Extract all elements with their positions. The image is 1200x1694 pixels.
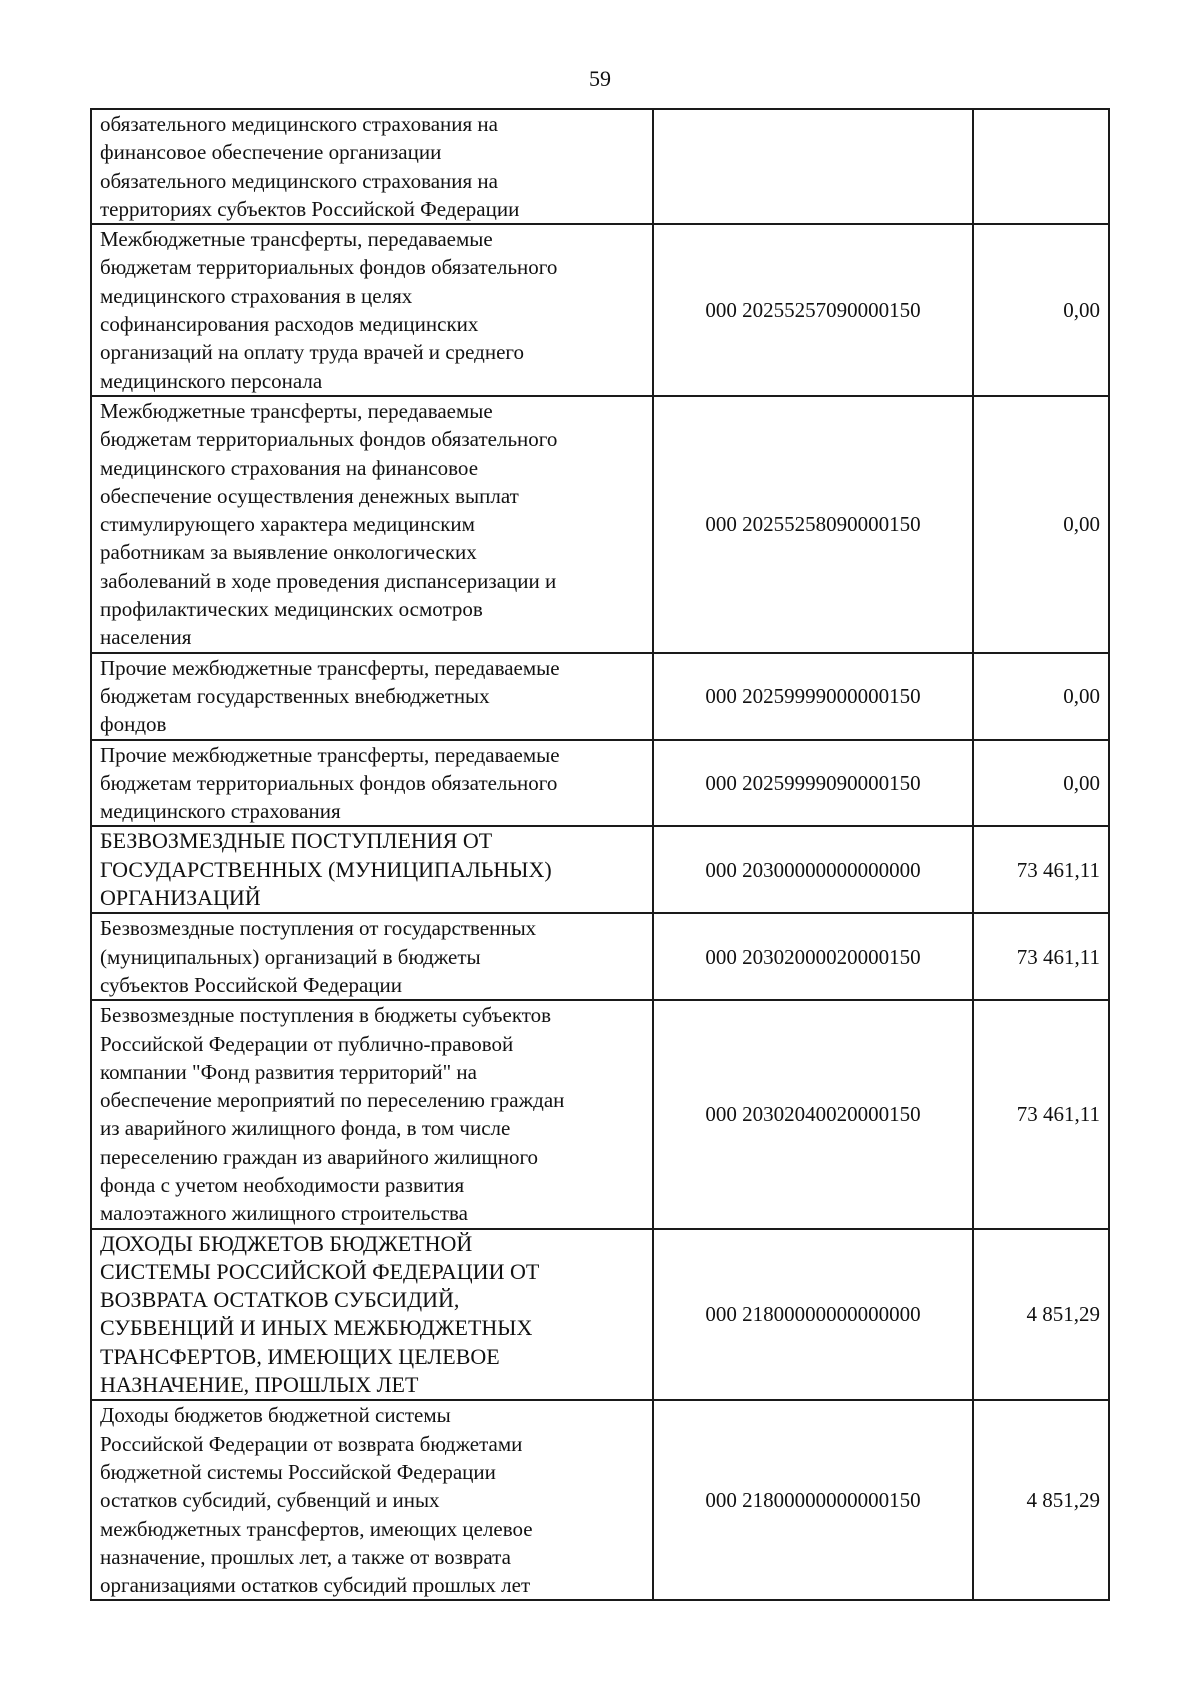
amount-cell xyxy=(973,109,1109,224)
revenue-name-line: заболеваний в ходе проведения диспансеризации и xyxy=(100,568,557,593)
revenue-name-cell xyxy=(91,224,653,396)
revenue-name-line: СИСТЕМЫ РОССИЙСКОЙ ФЕДЕРАЦИИ ОТ xyxy=(100,1258,540,1284)
revenue-name-line: Российской Федерации от публично-правовой xyxy=(100,1031,514,1056)
revenue-name-line: профилактических медицинских осмотров xyxy=(100,597,483,622)
revenue-name-line: ТРАНСФЕРТОВ, ИМЕЮЩИХ ЦЕЛЕВОЕ xyxy=(100,1343,500,1369)
budget-code-cell: 000 20255257090000150 xyxy=(653,224,973,396)
budget-code-cell: 000 20259999000000150 xyxy=(653,653,973,740)
table-row xyxy=(91,653,1109,740)
budget-code-cell xyxy=(653,109,973,224)
amount-cell: 0,00 xyxy=(973,224,1109,396)
revenue-name-line: стимулирующего характера медицинским xyxy=(100,512,475,537)
revenue-name-line: обеспечение мероприятий по переселению граждан xyxy=(100,1088,565,1113)
revenue-name-line: обязательного медицинского страхования на xyxy=(100,112,498,136)
revenue-name-line: ДОХОДЫ БЮДЖЕТОВ БЮДЖЕТНОЙ xyxy=(100,1230,473,1256)
revenue-name-cell xyxy=(91,740,653,827)
revenue-name-line: Межбюджетные трансферты, передаваемые xyxy=(100,398,493,423)
revenue-name-line: Безвозмездные поступления в бюджеты субъектов xyxy=(100,1003,552,1028)
revenue-name-line: Доходы бюджетов бюджетной системы xyxy=(100,1403,451,1428)
revenue-name-line: субъектов Российской Федерации xyxy=(100,972,403,997)
amount-cell: 4 851,29 xyxy=(973,1400,1109,1600)
revenue-name-line: бюджетной системы Российской Федерации xyxy=(100,1459,496,1484)
revenue-name-line: Прочие межбюджетные трансферты, передаваемые xyxy=(100,655,560,680)
table-row xyxy=(91,826,1109,913)
amount-cell: 73 461,11 xyxy=(973,913,1109,1000)
revenue-name-line: обеспечение осуществления денежных выплат xyxy=(100,483,519,508)
amount-cell: 73 461,11 xyxy=(973,1000,1109,1228)
amount-cell: 0,00 xyxy=(973,396,1109,653)
revenue-name-line: переселению граждан из аварийного жилищного xyxy=(100,1144,539,1169)
budget-code-cell: 000 20255258090000150 xyxy=(653,396,973,653)
revenue-name-cell xyxy=(91,109,653,224)
amount-cell: 0,00 xyxy=(973,653,1109,740)
revenue-name-line: бюджетам территориальных фондов обязательного xyxy=(100,427,558,452)
revenue-name-line: бюджетам территориальных фондов обязательного xyxy=(100,255,558,280)
revenue-name-cell xyxy=(91,913,653,1000)
revenue-name-cell xyxy=(91,396,653,653)
page-number: 59 xyxy=(589,66,611,91)
table-row xyxy=(91,396,1109,653)
revenue-name-line: назначение, прошлых лет, а также от возврата xyxy=(100,1544,511,1569)
table-row xyxy=(91,1229,1109,1401)
revenue-name-line: территориях субъектов Российской Федерации xyxy=(100,196,520,221)
amount-cell: 0,00 xyxy=(973,740,1109,827)
amount-cell: 73 461,11 xyxy=(973,826,1109,913)
revenue-name-cell xyxy=(91,653,653,740)
revenue-name-line: работникам за выявление онкологических xyxy=(100,540,477,565)
revenue-name-cell xyxy=(91,1400,653,1600)
revenue-name-line: ОРГАНИЗАЦИЙ xyxy=(100,885,261,911)
budget-code-cell: 000 20300000000000000 xyxy=(653,826,973,913)
budget-code-cell: 000 20259999090000150 xyxy=(653,740,973,827)
revenue-name-cell xyxy=(91,826,653,913)
revenue-name-line: Российской Федерации от возврата бюджетами xyxy=(100,1431,523,1456)
revenue-name-line: медицинского страхования в целях xyxy=(100,283,413,308)
revenue-name-line: БЕЗВОЗМЕЗДНЫЕ ПОСТУПЛЕНИЯ ОТ xyxy=(100,828,493,854)
revenue-name-line: финансовое обеспечение организации xyxy=(100,140,442,165)
revenue-name-line: межбюджетных трансфертов, имеющих целевое xyxy=(100,1516,533,1541)
revenue-name-line: ГОСУДАРСТВЕННЫХ (МУНИЦИПАЛЬНЫХ) xyxy=(100,856,552,882)
revenue-name-line: софинансирования расходов медицинских xyxy=(100,312,479,337)
revenue-name-line: из аварийного жилищного фонда, в том числе xyxy=(100,1116,511,1141)
table-row xyxy=(91,913,1109,1000)
table-row xyxy=(91,1000,1109,1228)
amount-cell: 4 851,29 xyxy=(973,1229,1109,1401)
budget-code-cell: 000 20302040020000150 xyxy=(653,1000,973,1228)
revenue-name-line: Безвозмездные поступления от государственных xyxy=(100,916,537,941)
revenue-name-line: Прочие межбюджетные трансферты, передаваемые xyxy=(100,742,560,767)
revenue-name-cell xyxy=(91,1229,653,1401)
revenue-name-line: организаций на оплату труда врачей и среднего xyxy=(100,340,524,365)
revenue-name-line: населения xyxy=(100,625,192,650)
table-row xyxy=(91,1400,1109,1600)
table-row xyxy=(91,740,1109,827)
budget-code-cell: 000 21800000000000150 xyxy=(653,1400,973,1600)
revenue-name-line: медицинского страхования на финансовое xyxy=(100,455,479,480)
revenue-name-line: остатков субсидий, субвенций и иных xyxy=(100,1488,440,1513)
revenue-name-line: (муниципальных) организаций в бюджеты xyxy=(100,944,481,969)
revenue-name-line: ВОЗВРАТА ОСТАТКОВ СУБСИДИЙ, xyxy=(100,1287,460,1313)
revenue-name-line: медицинского персонала xyxy=(100,368,323,393)
table-row xyxy=(91,109,1109,224)
revenue-name-line: Межбюджетные трансферты, передаваемые xyxy=(100,227,493,252)
revenue-name-line: малоэтажного жилищного строительства xyxy=(100,1201,468,1226)
revenue-name-line: обязательного медицинского страхования на xyxy=(100,168,498,193)
revenue-name-line: фондов xyxy=(100,712,167,737)
revenue-name-line: организациями остатков субсидий прошлых лет xyxy=(100,1573,531,1598)
revenue-name-line: бюджетам территориальных фондов обязательного xyxy=(100,770,558,795)
revenue-name-line: СУБВЕНЦИЙ И ИНЫХ МЕЖБЮДЖЕТНЫХ xyxy=(100,1315,533,1341)
table-row xyxy=(91,224,1109,396)
revenue-name-line: медицинского страхования xyxy=(100,799,341,824)
revenue-table xyxy=(90,108,1110,1601)
revenue-name-cell xyxy=(91,1000,653,1228)
revenue-name-line: компании "Фонд развития территорий" на xyxy=(100,1059,477,1084)
budget-code-cell: 000 20302000020000150 xyxy=(653,913,973,1000)
revenue-name-line: бюджетам государственных внебюджетных xyxy=(100,683,490,708)
budget-code-cell: 000 21800000000000000 xyxy=(653,1229,973,1401)
revenue-table-body xyxy=(91,109,1109,1600)
revenue-name-line: фонда с учетом необходимости развития xyxy=(100,1172,465,1197)
revenue-name-line: НАЗНАЧЕНИЕ, ПРОШЛЫХ ЛЕТ xyxy=(100,1372,419,1398)
